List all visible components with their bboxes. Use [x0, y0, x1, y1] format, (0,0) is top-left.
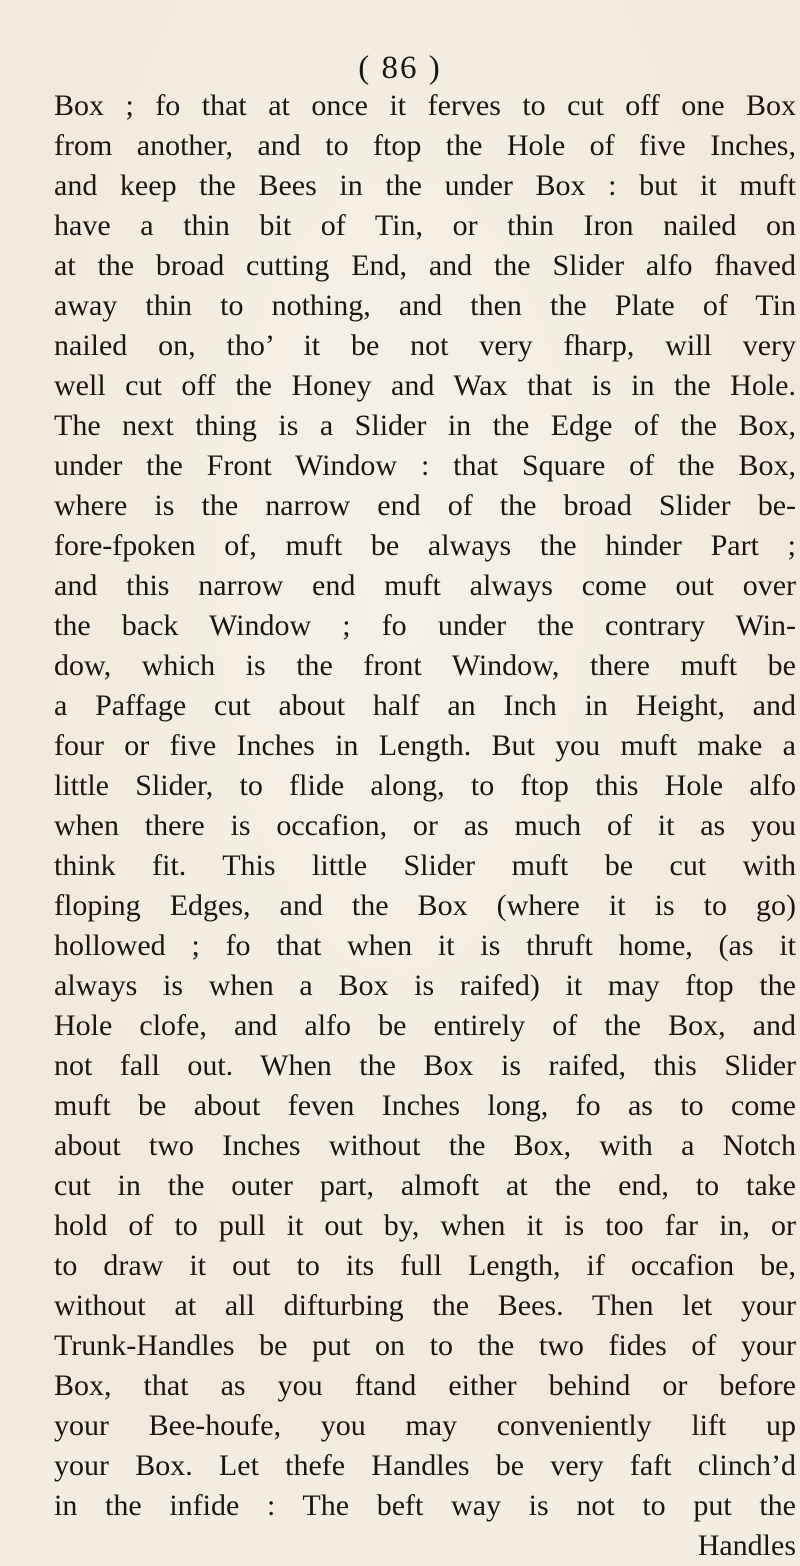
text-line: always is when a Box is raifed) it may ftop the	[54, 969, 796, 1002]
text-line: not fall out. When the Box is raifed, this Slider	[54, 1049, 796, 1082]
text-line: away thin to nothing, and then the Plate of Tin	[54, 289, 796, 322]
text-line: four or five Inches in Length. But you muft make a	[54, 729, 796, 762]
text-line: and this narrow end muft always come out over	[54, 569, 796, 602]
text-line: floping Edges, and the Box (where it is to go)	[54, 889, 796, 922]
page-number: ( 86 )	[358, 50, 442, 86]
text-line: little Slider, to flide along, to ftop this Hole alfo	[54, 769, 796, 802]
text-line: Box, that as you ftand either behind or before	[54, 1369, 796, 1402]
text-line: hollowed ; fo that when it is thruft home, (as it	[54, 929, 796, 962]
text-line: from another, and to ftop the Hole of five Inches,	[54, 129, 796, 162]
text-line: the back Window ; fo under the contrary Win-	[54, 609, 796, 642]
text-line: Box ; fo that at once it ferves to cut off one Box	[54, 89, 796, 122]
text-line: think fit. This little Slider muft be cut with	[54, 849, 796, 882]
text-line: and keep the Bees in the under Box : but it muft	[54, 169, 796, 202]
text-line: have a thin bit of Tin, or thin Iron nailed on	[54, 209, 796, 242]
text-line: to draw it out to its full Length, if occafion be,	[54, 1249, 796, 1282]
text-line: a Paffage cut about half an Inch in Height, and	[54, 689, 796, 722]
text-line: Hole clofe, and alfo be entirely of the Box, and	[54, 1009, 796, 1042]
text-line: well cut off the Honey and Wax that is in the Hole.	[54, 369, 796, 402]
catchword: Handles	[697, 1529, 796, 1562]
text-line: where is the narrow end of the broad Slider be-	[54, 489, 796, 522]
text-line: in the infide : The beft way is not to put the	[54, 1489, 796, 1522]
text-line: about two Inches without the Box, with a Notch	[54, 1129, 796, 1162]
text-line: The next thing is a Slider in the Edge of the Box,	[54, 409, 796, 442]
text-line: dow, which is the front Window, there muft be	[54, 649, 796, 682]
text-line: when there is occafion, or as much of it as you	[54, 809, 796, 842]
text-line: your Box. Let thefe Handles be very faft clinch’d	[54, 1449, 796, 1482]
text-line: your Bee-houfe, you may conveniently lift up	[54, 1409, 796, 1442]
text-line: cut in the outer part, almoft at the end, to take	[54, 1169, 796, 1202]
text-line: muft be about feven Inches long, fo as to come	[54, 1089, 796, 1122]
text-line: Trunk-Handles be put on to the two fides of your	[54, 1329, 796, 1362]
text-line: under the Front Window : that Square of the Box,	[54, 449, 796, 482]
body-text	[54, 86, 796, 1566]
text-line: nailed on, tho’ it be not very fharp, will very	[54, 329, 796, 362]
text-line: at the broad cutting End, and the Slider alfo fhaved	[54, 249, 796, 282]
text-line: hold of to pull it out by, when it is too far in, or	[54, 1209, 796, 1242]
text-line: fore-fpoken of, muft be always the hinder Part ;	[54, 529, 796, 562]
text-line: without at all difturbing the Bees. Then let your	[54, 1289, 796, 1322]
